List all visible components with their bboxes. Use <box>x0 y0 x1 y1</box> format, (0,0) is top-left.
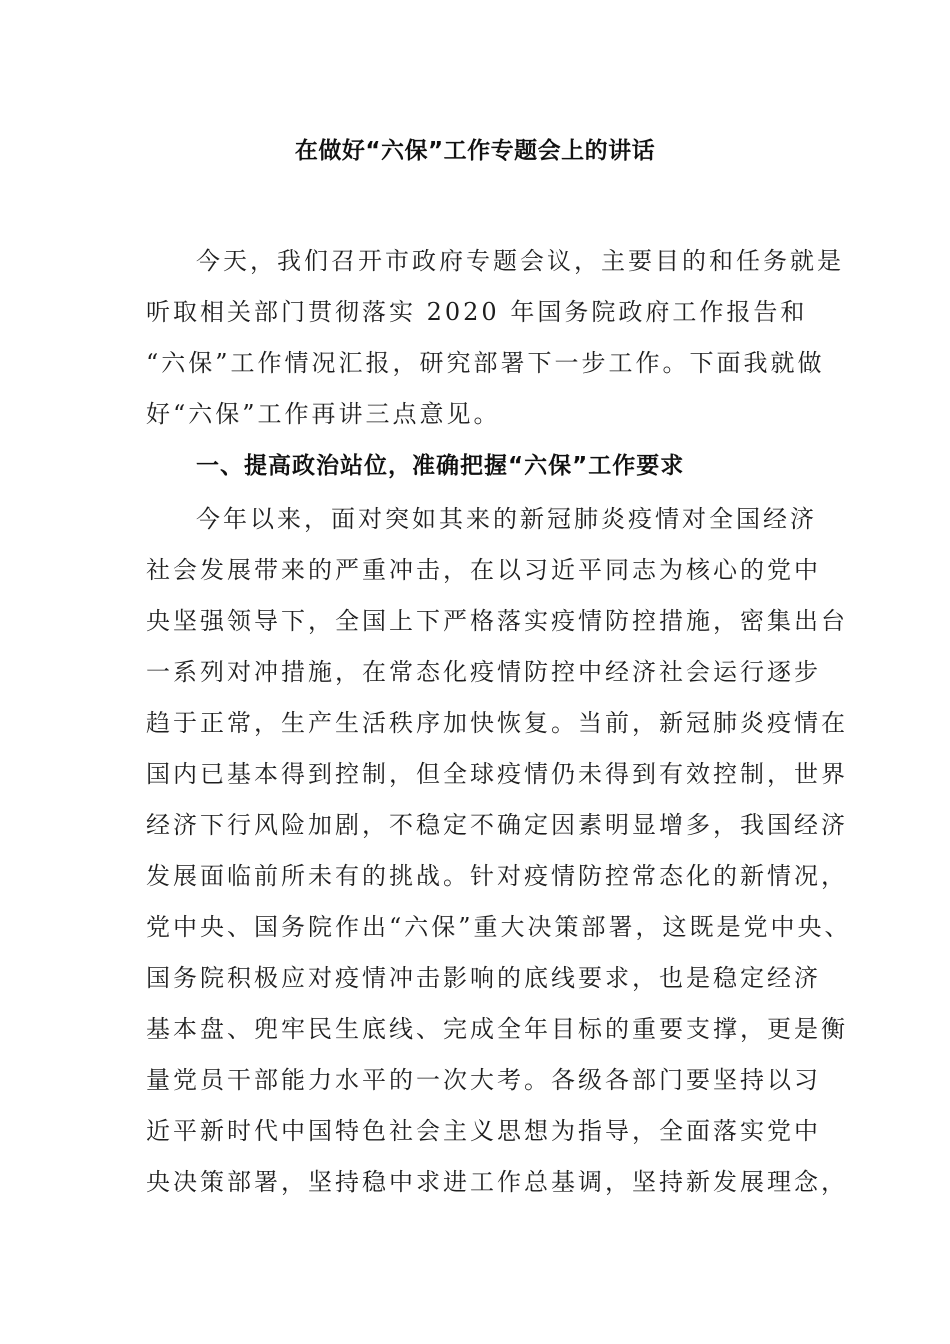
intro-line-1: 今天，我们召开市政府专题会议，主要目的和任务就是 <box>196 247 844 275</box>
section-1-line-1: 今年以来，面对突如其来的新冠肺炎疫情对全国经济 <box>196 505 817 533</box>
intro-line-3: “六保”工作情况汇报，研究部署下一步工作。下面我就做 <box>146 349 825 377</box>
section-1-line-3: 央坚强领导下，全国上下严格落实疫情防控措施，密集出台 <box>146 607 848 635</box>
document-title: 在做好“六保”工作专题会上的讲话 <box>294 138 656 164</box>
section-1-line-13: 近平新时代中国特色社会主义思想为指导，全面落实党中 <box>146 1117 821 1145</box>
section-1-line-2: 社会发展带来的严重冲击，在以习近平同志为核心的党中 <box>146 556 821 584</box>
section-1-line-10: 国务院积极应对疫情冲击影响的底线要求，也是稳定经济 <box>146 964 821 992</box>
section-1-line-4: 一系列对冲措施，在常态化疫情防控中经济社会运行逐步 <box>146 658 821 686</box>
section-1-line-11: 基本盘、兜牢民生底线、完成全年目标的重要支撑，更是衡 <box>146 1015 848 1043</box>
section-1-line-8: 发展面临前所未有的挑战。针对疫情防控常态化的新情况， <box>146 862 848 890</box>
section-1-line-12: 量党员干部能力水平的一次大考。各级各部门要坚持以习 <box>146 1066 821 1094</box>
section-1-line-14: 央决策部署，坚持稳中求进工作总基调，坚持新发展理念， <box>146 1168 848 1196</box>
intro-line-2: 听取相关部门贯彻落实 2020 年国务院政府工作报告和 <box>146 298 808 326</box>
section-1-line-7: 经济下行风险加剧，不稳定不确定因素明显增多，我国经济 <box>146 811 848 839</box>
section-1-heading: 一、提高政治站位，准确把握“六保”工作要求 <box>196 453 685 479</box>
section-1-line-9: 党中央、国务院作出“六保”重大决策部署，这既是党中央、 <box>146 913 852 941</box>
section-1-line-5: 趋于正常，生产生活秩序加快恢复。当前，新冠肺炎疫情在 <box>146 709 848 737</box>
section-1-line-6: 国内已基本得到控制，但全球疫情仍未得到有效控制，世界 <box>146 760 848 788</box>
intro-line-4: 好“六保”工作再讲三点意见。 <box>146 400 501 428</box>
